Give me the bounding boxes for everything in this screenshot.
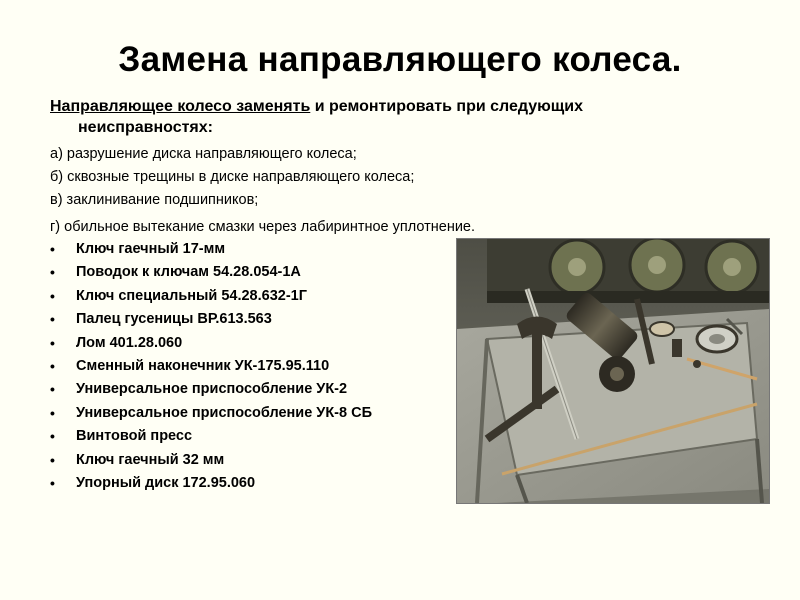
tools-list <box>50 238 470 495</box>
list-item <box>50 472 470 495</box>
list-item <box>50 332 470 355</box>
list-item <box>50 402 470 425</box>
bullet-icon: • <box>50 311 55 328</box>
bullet-icon: • <box>50 381 55 398</box>
tool-label: Сменный наконечник УК-175.95.110 <box>76 357 330 374</box>
list-item <box>50 355 470 378</box>
list-item <box>50 238 470 261</box>
tool-label: Винтовой пресс <box>76 428 193 445</box>
condition-item: б) сквозные трещины в диске направляющего колеса; <box>50 169 415 185</box>
tools-photo <box>456 238 770 504</box>
bullet-icon: • <box>50 334 55 351</box>
list-item <box>50 261 470 284</box>
list-item <box>50 378 470 401</box>
condition-item: в) заклинивание подшипников; <box>50 192 259 208</box>
tool-label: Универсальное приспособление УК-8 СБ <box>76 404 372 421</box>
condition-item: а) разрушение диска направляющего колеса; <box>50 146 357 162</box>
tool-label: Универсальное приспособление УК-2 <box>76 381 348 398</box>
intro-line2: неисправностях: <box>78 119 213 136</box>
tool-label: Ключ специальный 54.28.632-1Г <box>76 287 307 304</box>
bullet-icon: • <box>50 451 55 468</box>
list-item <box>50 285 470 308</box>
list-item <box>50 308 470 331</box>
list-item <box>50 425 470 448</box>
intro-text <box>50 96 750 138</box>
bullet-icon: • <box>50 474 55 491</box>
tool-label: Упорный диск 172.95.060 <box>76 474 256 491</box>
bullet-icon: • <box>50 264 55 281</box>
bullet-icon: • <box>50 287 55 304</box>
tool-label: Поводок к ключам 54.28.054-1А <box>76 264 301 281</box>
intro-rest: и ремонтировать при следующих <box>310 98 584 115</box>
bullet-icon: • <box>50 357 55 374</box>
tool-label: Лом 401.28.060 <box>76 334 183 351</box>
tools-photo-icon <box>457 239 769 503</box>
condition-item: г) обильное вытекание смазки через лабиринтное уплотнение. <box>50 219 476 235</box>
conditions-list <box>50 143 770 239</box>
list-item <box>50 449 470 472</box>
tool-label: Ключ гаечный 32 мм <box>76 451 225 468</box>
tool-label: Ключ гаечный 17-мм <box>76 241 226 257</box>
bullet-icon: • <box>50 428 55 445</box>
tool-label: Палец гусеницы ВР.613.563 <box>76 311 272 328</box>
intro-underlined: Направляющее колесо заменять <box>50 98 311 115</box>
bullet-icon: • <box>50 404 55 421</box>
slide-title: Замена направляющего колеса. <box>118 40 682 79</box>
bullet-icon: • <box>50 241 55 257</box>
